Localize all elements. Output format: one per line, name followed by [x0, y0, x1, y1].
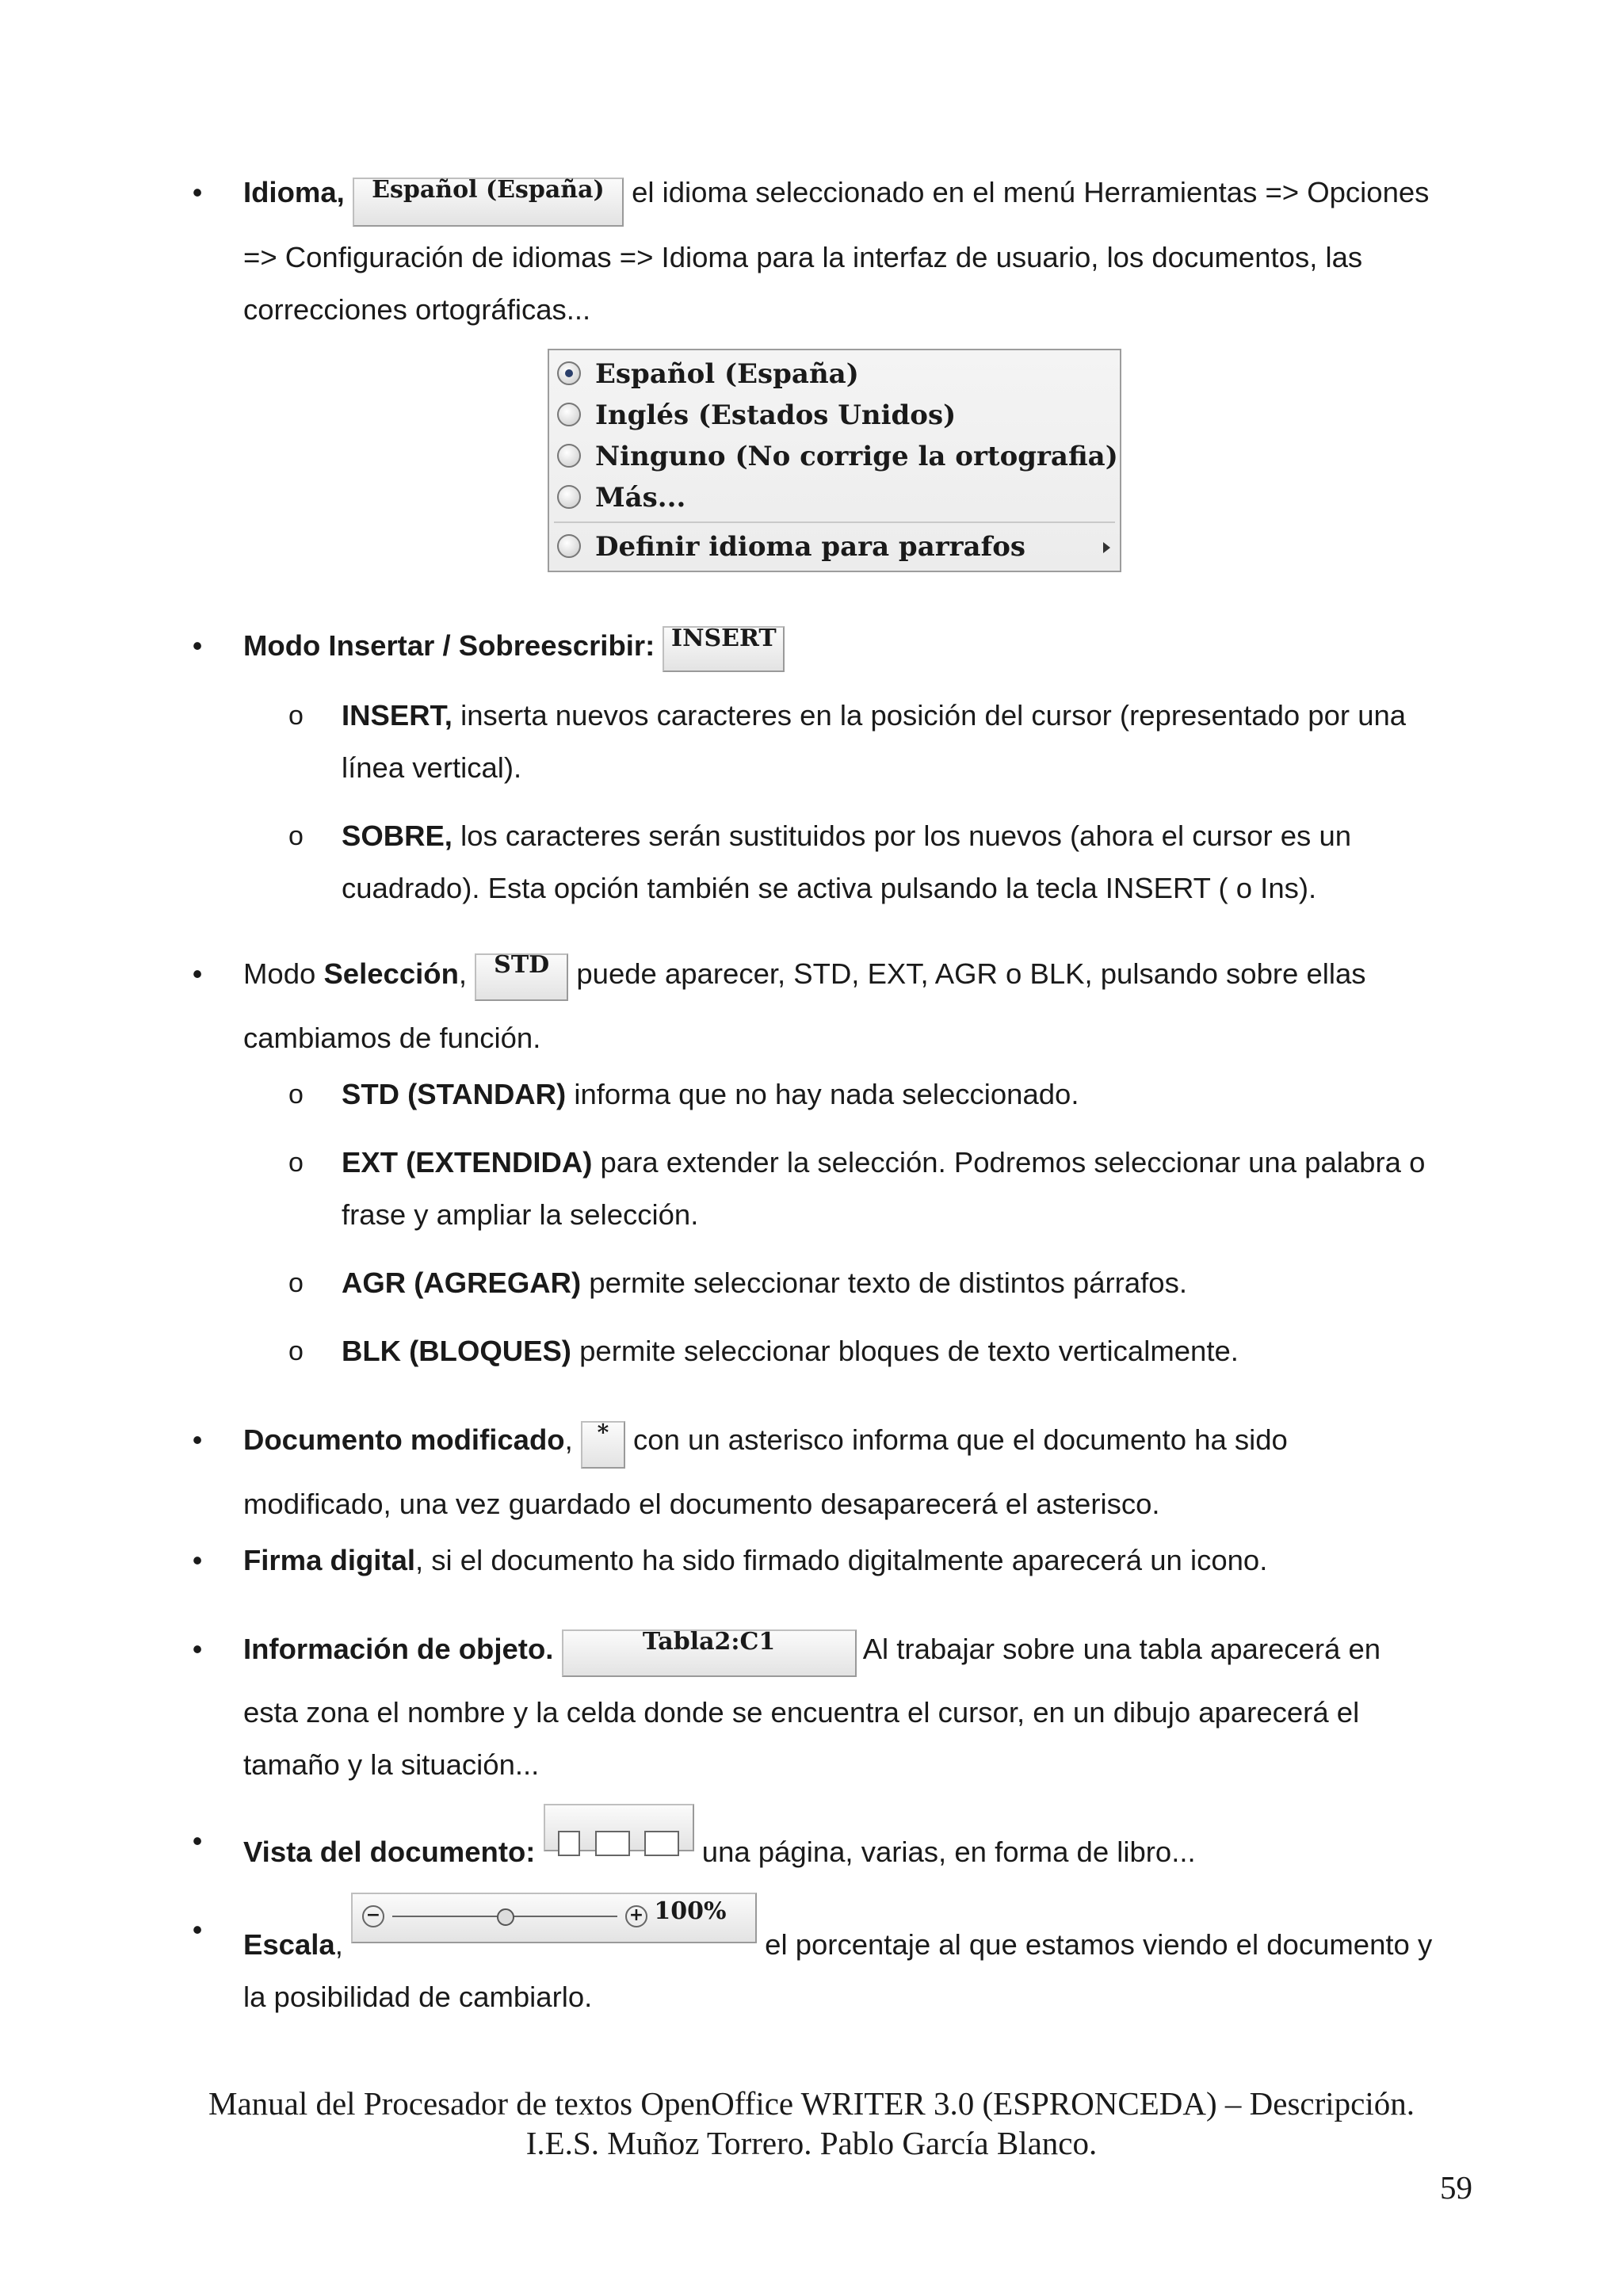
selection-mode-field[interactable]: STD [475, 953, 568, 1001]
radio-icon [557, 485, 581, 509]
bullet: • [192, 1913, 203, 1946]
menu-item-mas[interactable] [549, 477, 1120, 518]
sub-label: INSERT, [342, 699, 453, 732]
objeto-text-3: tamaño y la situación... [243, 1748, 540, 1781]
subparagraph-sobre [342, 810, 1483, 915]
vista-documento-label: Vista del documento: [243, 1836, 536, 1868]
sub-bullet: o [288, 1148, 304, 1178]
subparagraph-agr [342, 1257, 1483, 1309]
radio-selected-icon [557, 361, 581, 385]
modified-indicator-field[interactable]: * [581, 1421, 625, 1469]
comma: , [458, 957, 468, 990]
sub-text-2: frase y ampliar la selección. [342, 1198, 699, 1231]
bullet: • [192, 176, 203, 208]
modificado-text-2: modificado, una vez guardado el documento desaparecerá el asterisco. [243, 1488, 1160, 1520]
submenu-arrow-icon [1103, 542, 1110, 553]
sub-bullet: o [288, 821, 304, 851]
firma-digital-label: Firma digital [243, 1544, 416, 1576]
sub-text: para extender la selección. Podremos seleccionar una palabra o [592, 1146, 1426, 1179]
sub-bullet: o [288, 1268, 304, 1298]
menu-separator [554, 521, 1115, 523]
bullet: • [192, 1544, 203, 1576]
footer-line-2: I.E.S. Muñoz Torrero. Pablo García Blanco. [525, 2125, 1098, 2161]
radio-icon [557, 534, 581, 558]
menu-item-label: Ninguno (No corrige la ortografia) [595, 441, 1118, 472]
page-number: 59 [1440, 2169, 1472, 2206]
seleccion-text-2: cambiamos de función. [243, 1022, 541, 1054]
menu-item-label: Inglés (Estados Unidos) [595, 399, 957, 431]
sub-text: informa que no hay nada seleccionado. [566, 1078, 1079, 1110]
zoom-control [351, 1893, 757, 1943]
multi-page-view-icon[interactable] [595, 1831, 630, 1856]
comma: , [334, 1928, 343, 1961]
zoom-out-icon[interactable]: − [362, 1905, 384, 1927]
zoom-percentage[interactable]: 100% [654, 1897, 727, 1925]
sub-label: BLK (BLOQUES) [342, 1335, 571, 1367]
paragraph-informacion-objeto [243, 1623, 1480, 1791]
sub-text-2: cuadrado). Esta opción también se activa pulsando la tecla INSERT ( o Ins). [342, 872, 1317, 904]
menu-item-espanol[interactable] [549, 353, 1120, 395]
radio-icon [557, 403, 581, 426]
subparagraph-ext [342, 1137, 1483, 1241]
idioma-text-3: correcciones ortográficas... [243, 293, 591, 326]
documento-modificado-label: Documento modificado [243, 1423, 565, 1456]
sub-text: inserta nuevos caracteres en la posición del cursor (representado por una [452, 699, 1407, 732]
modo-insertar-label: Modo Insertar / Sobreescribir: [243, 629, 655, 662]
menu-item-definir-idioma[interactable] [549, 526, 1120, 567]
zoom-slider-handle[interactable] [497, 1908, 514, 1926]
paragraph-vista-documento [243, 1815, 1480, 1878]
radio-icon [557, 444, 581, 468]
objeto-text-2: esta zona el nombre y la celda donde se encuentra el cursor, en un dibujo aparecerá el [243, 1696, 1360, 1729]
subparagraph-std [342, 1068, 1483, 1121]
book-view-icon[interactable] [644, 1831, 679, 1856]
subparagraph-blk [342, 1325, 1483, 1377]
bullet: • [192, 1423, 203, 1456]
sub-text-2: línea vertical). [342, 751, 522, 784]
subparagraph-insert [342, 690, 1483, 794]
firma-text: , si el documento ha sido firmado digitalmente aparecerá un icono. [415, 1544, 1268, 1576]
paragraph-firma-digital [243, 1534, 1480, 1587]
idioma-label: Idioma, [243, 176, 345, 208]
menu-item-ingles[interactable] [549, 395, 1120, 436]
view-layout-controls [544, 1804, 694, 1851]
objeto-text: Al trabajar sobre una tabla aparecerá en [862, 1633, 1381, 1665]
zoom-in-icon[interactable]: + [625, 1905, 647, 1927]
sub-bullet: o [288, 1336, 304, 1366]
modificado-text: con un asterisco informa que el documento ha sido [633, 1423, 1288, 1456]
sub-bullet: o [288, 1079, 304, 1110]
modo-prefix: Modo [243, 957, 324, 990]
menu-item-label: Español (España) [595, 358, 859, 390]
bullet: • [192, 629, 203, 662]
modo-seleccion-label: Selección [323, 957, 459, 990]
menu-item-label: Definir idioma para parrafos [595, 531, 1026, 563]
idioma-text: el idioma seleccionado en el menú Herramientas => Opciones [632, 176, 1430, 208]
paragraph-escala [243, 1897, 1480, 2023]
language-popup-menu [548, 349, 1121, 572]
object-info-field[interactable]: Tabla2:C1 [562, 1629, 857, 1677]
sub-label: SOBRE, [342, 819, 453, 852]
escala-text-2: la posibilidad de cambiarlo. [243, 1981, 593, 2013]
menu-item-ninguno[interactable] [549, 436, 1120, 477]
menu-item-label: Más... [595, 482, 686, 514]
bullet: • [192, 1824, 203, 1857]
comma: , [564, 1423, 573, 1456]
sub-text: los caracteres serán sustituidos por los nuevos (ahora el cursor es un [452, 819, 1352, 852]
paragraph-idioma [243, 166, 1480, 336]
insert-mode-field[interactable]: INSERT [663, 626, 785, 672]
paragraph-modo-seleccion [243, 948, 1480, 1064]
sub-label: STD (STANDAR) [342, 1078, 567, 1110]
sub-text: permite seleccionar bloques de texto verticalmente. [571, 1335, 1239, 1367]
paragraph-documento-modificado [243, 1414, 1480, 1530]
paragraph-modo-insertar [243, 620, 1480, 682]
single-page-view-icon[interactable] [558, 1831, 580, 1856]
footer-line-1: Manual del Procesador de textos OpenOffice WRITER 3.0 (ESPRONCEDA) – Descripción. [208, 2085, 1415, 2122]
escala-label: Escala [243, 1928, 335, 1961]
vista-text: una página, varias, en forma de libro... [701, 1836, 1196, 1868]
language-status-field[interactable]: Español (España) [353, 178, 624, 227]
bullet: • [192, 957, 203, 990]
sub-bullet: o [288, 701, 304, 731]
informacion-objeto-label: Información de objeto. [243, 1633, 554, 1665]
escala-text: el porcentaje al que estamos viendo el documento y [765, 1928, 1433, 1961]
seleccion-text: puede aparecer, STD, EXT, AGR o BLK, pulsando sobre ellas [576, 957, 1366, 990]
bullet: • [192, 1633, 203, 1665]
sub-label: EXT (EXTENDIDA) [342, 1146, 593, 1179]
idioma-text-2: => Configuración de idiomas => Idioma para la interfaz de usuario, los documentos, las [243, 241, 1363, 273]
sub-text: permite seleccionar texto de distintos párrafos. [581, 1266, 1187, 1299]
sub-label: AGR (AGREGAR) [342, 1266, 582, 1299]
